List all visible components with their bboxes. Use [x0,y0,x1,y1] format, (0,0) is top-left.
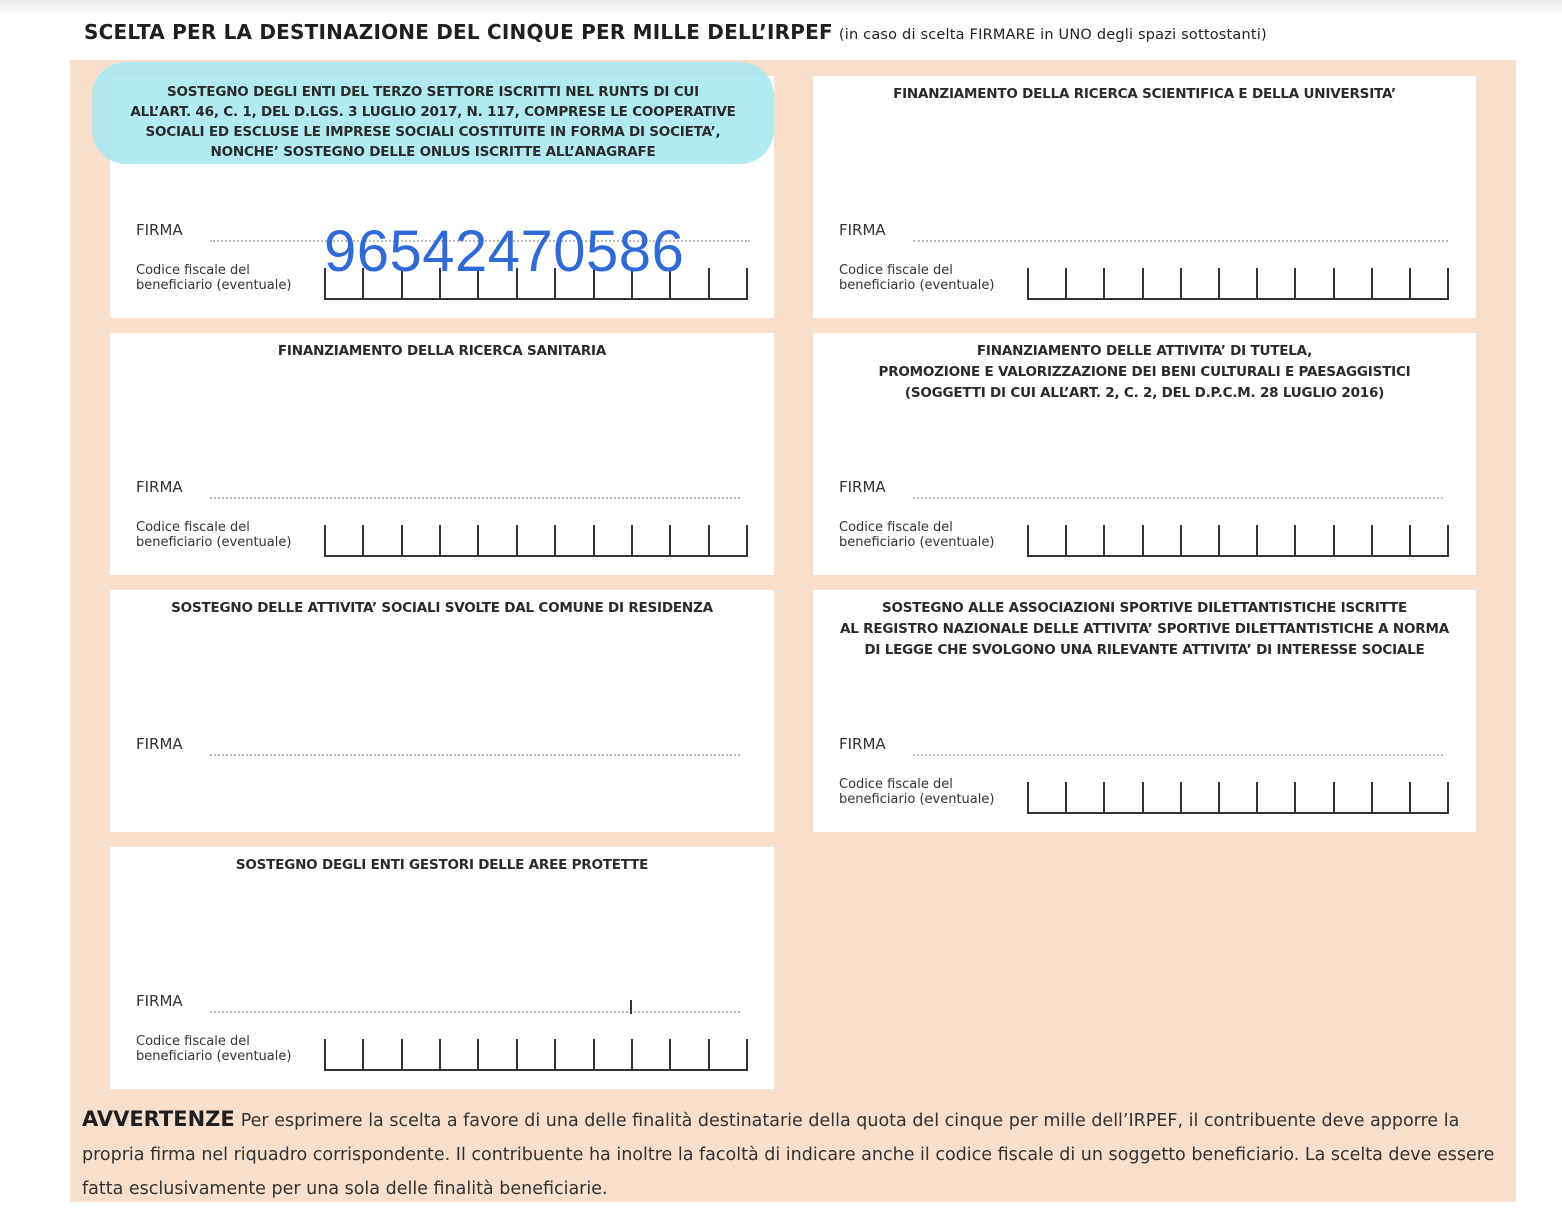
cf-digit-cell[interactable] [1103,525,1141,555]
cf-digit-cell[interactable] [1409,268,1449,298]
cf-digit-cell[interactable] [1065,782,1103,812]
cf-digit-cell[interactable] [708,1039,748,1069]
cf-digit-cell[interactable] [516,525,554,555]
heading-line: FINANZIAMENTO DELLE ATTIVITA’ DI TUTELA, [976,343,1313,359]
cf-digit-cell[interactable] [477,1039,515,1069]
heading-line: SOSTEGNO DELLE ATTIVITA’ SOCIALI SVOLTE DAL COMUNE DI RESIDENZA [171,600,713,616]
cf-digit-cell[interactable] [554,1039,592,1069]
box-aree-protette [110,847,774,1089]
cf-digit-cell[interactable] [554,525,592,555]
cf-digit-cell[interactable] [1371,268,1409,298]
avvertenze-text: Per esprimere la scelta a favore di una delle finalità destinatarie della quota del cinque per mille dell’IRPEF, il contribuente deve apporre la propria firma nel riquadro corrispondente. Il contribuente ha inoltre la facoltà di indicare anche il codice fiscale di un soggetto beneficiario. La scelta deve essere fatta esclusivamente per una sola delle finalità beneficiarie. [82,1111,1495,1199]
cf-digit-cell[interactable] [1333,782,1371,812]
firma-label: FIRMA [839,735,886,753]
codice-fiscale-grid[interactable] [1027,268,1449,300]
codice-fiscale-grid[interactable] [1027,525,1449,557]
cf-digit-cell[interactable] [1218,525,1256,555]
cursor-mark [630,1000,632,1014]
cf-digit-cell[interactable] [324,1039,362,1069]
box-heading [813,84,1476,105]
box-comune-residenza [110,590,774,832]
heading-line: ALL’ART. 46, C. 1, DEL D.LGS. 3 LUGLIO 2017, N. 117, COMPRESE LE COOPERATIVE [130,104,736,120]
codice-fiscale-grid[interactable] [324,1039,748,1071]
box-heading [813,341,1476,404]
cf-digit-cell[interactable] [1142,525,1180,555]
heading-line: (SOGGETTI DI CUI ALL’ART. 2, C. 2, DEL D.P.C.M. 28 LUGLIO 2016) [904,385,1385,401]
cf-digit-cell[interactable] [477,525,515,555]
cf-digit-cell[interactable] [1409,782,1449,812]
heading-line: SOSTEGNO ALLE ASSOCIAZIONI SPORTIVE DILETTANTISTICHE ISCRITTE [881,600,1408,616]
cf-label-line1: Codice fiscale del [839,263,953,278]
heading-line: FINANZIAMENTO DELLA RICERCA SANITARIA [277,343,607,359]
cf-digit-cell[interactable] [669,525,707,555]
cf-digit-cell[interactable] [1065,268,1103,298]
cf-digit-cell[interactable] [362,1039,400,1069]
cf-digit-cell[interactable] [593,1039,631,1069]
cf-digit-cell[interactable] [1103,268,1141,298]
cf-label-line2: beneficiario (eventuale) [839,278,995,293]
box-heading [813,598,1476,661]
cf-digit-cell[interactable] [1294,268,1332,298]
cf-digit-cell[interactable] [1180,525,1218,555]
cf-label-line1: Codice fiscale del [136,263,250,278]
cf-digit-cell[interactable] [1218,782,1256,812]
avvertenze-note [82,1102,1512,1206]
cf-digit-cell[interactable] [1294,525,1332,555]
cf-label-line2: beneficiario (eventuale) [839,535,995,550]
cf-digit-cell[interactable] [708,268,748,298]
cf-digit-cell[interactable] [669,1039,707,1069]
firma-signature-line[interactable] [210,1011,740,1013]
heading-line: FINANZIAMENTO DELLA RICERCA SCIENTIFICA E DELLA UNIVERSITA’ [893,86,1396,102]
box-associazioni-sportive [813,590,1476,832]
heading-line: NONCHE’ SOSTEGNO DELLE ONLUS ISCRITTE ALL’ANAGRAFE [210,144,656,160]
firma-label: FIRMA [136,478,183,496]
cf-digit-cell[interactable] [708,525,748,555]
top-shadow [0,0,1562,14]
cf-label-line2: beneficiario (eventuale) [136,278,292,293]
cf-digit-cell[interactable] [1256,525,1294,555]
firma-label: FIRMA [136,735,183,753]
cf-digit-cell[interactable] [1371,525,1409,555]
firma-signature-line[interactable] [913,497,1443,499]
codice-fiscale-label [136,1034,291,1064]
heading-line: AL REGISTRO NAZIONALE DELLE ATTIVITA’ SPORTIVE DILETTANTISTICHE A NORMA [840,621,1449,637]
cf-digit-cell[interactable] [1103,782,1141,812]
cf-digit-cell[interactable] [1142,782,1180,812]
cf-digit-cell[interactable] [1180,268,1218,298]
cf-digit-cell[interactable] [631,1039,669,1069]
cf-digit-cell[interactable] [631,525,669,555]
firma-label: FIRMA [839,221,886,239]
cf-digit-cell[interactable] [1333,268,1371,298]
cf-digit-cell[interactable] [1065,525,1103,555]
cf-label-line2: beneficiario (eventuale) [136,535,292,550]
cf-digit-cell[interactable] [1218,268,1256,298]
heading-line: DI LEGGE CHE SVOLGONO UNA RILEVANTE ATTIVITA’ DI INTERESSE SOCIALE [864,642,1425,658]
codice-fiscale-label [136,263,291,293]
heading-line: SOSTEGNO DEGLI ENTI GESTORI DELLE AREE PROTETTE [235,857,649,873]
cf-digit-cell[interactable] [401,1039,439,1069]
cf-digit-cell[interactable] [1409,525,1449,555]
avvertenze-label: AVVERTENZE [82,1107,235,1131]
firma-signature-line[interactable] [210,497,740,499]
box-ricerca-sanitaria [110,333,774,575]
cf-digit-cell[interactable] [1256,782,1294,812]
heading-line: SOCIALI ED ESCLUSE LE IMPRESE SOCIALI COSTITUITE IN FORMA DI SOCIETA’, [145,124,721,140]
cf-digit-cell[interactable] [1180,782,1218,812]
cf-digit-cell[interactable] [1142,268,1180,298]
cf-digit-cell[interactable] [324,525,362,555]
firma-signature-line[interactable] [913,754,1443,756]
cf-digit-cell[interactable] [439,1039,477,1069]
heading-line: PROMOZIONE E VALORIZZAZIONE DEI BENI CULTURALI E PAESAGGISTICI [878,364,1411,380]
form-subtitle: (in caso di scelta FIRMARE in UNO degli spazi sottostanti) [838,27,1267,43]
box-heading [110,598,774,619]
cf-digit-cell[interactable] [362,525,400,555]
cf-label-line1: Codice fiscale del [136,1034,250,1049]
cf-digit-cell[interactable] [593,525,631,555]
cf-digit-cell[interactable] [439,525,477,555]
box-beni-culturali [813,333,1476,575]
form-title-text: SCELTA PER LA DESTINAZIONE DEL CINQUE PER MILLE DELL’IRPEF [84,20,833,44]
box-heading [110,855,774,876]
cf-label-line1: Codice fiscale del [136,520,250,535]
codice-fiscale-label [136,520,291,550]
firma-label: FIRMA [839,478,886,496]
firma-label: FIRMA [136,221,183,239]
codice-fiscale-label [839,777,994,807]
box-ricerca-scientifica [813,76,1476,318]
codice-fiscale-label [839,520,994,550]
firma-signature-line[interactable] [210,754,740,756]
firma-label: FIRMA [136,992,183,1010]
box-heading [110,341,774,362]
cf-digit-cell[interactable] [1027,268,1065,298]
cf-digit-cell[interactable] [401,525,439,555]
cf-label-line1: Codice fiscale del [839,520,953,535]
cf-digit-cell[interactable] [516,1039,554,1069]
cf-digit-cell[interactable] [1027,782,1065,812]
written-codice-fiscale: 96542470586 [324,219,685,284]
form-title [84,20,1534,44]
cf-digit-cell[interactable] [1027,525,1065,555]
codice-fiscale-label [839,263,994,293]
cf-digit-cell[interactable] [1256,268,1294,298]
cf-digit-cell[interactable] [1294,782,1332,812]
box-terzo-settore-heading [92,82,774,162]
cf-label-line2: beneficiario (eventuale) [839,792,995,807]
cf-label-line2: beneficiario (eventuale) [136,1049,292,1064]
codice-fiscale-grid[interactable] [324,525,748,557]
cf-digit-cell[interactable] [1371,782,1409,812]
codice-fiscale-grid[interactable] [1027,782,1449,814]
heading-line: SOSTEGNO DEGLI ENTI DEL TERZO SETTORE ISCRITTI NEL RUNTS DI CUI [166,84,700,100]
cf-label-line1: Codice fiscale del [839,777,953,792]
cf-digit-cell[interactable] [1333,525,1371,555]
firma-signature-line[interactable] [913,240,1448,242]
